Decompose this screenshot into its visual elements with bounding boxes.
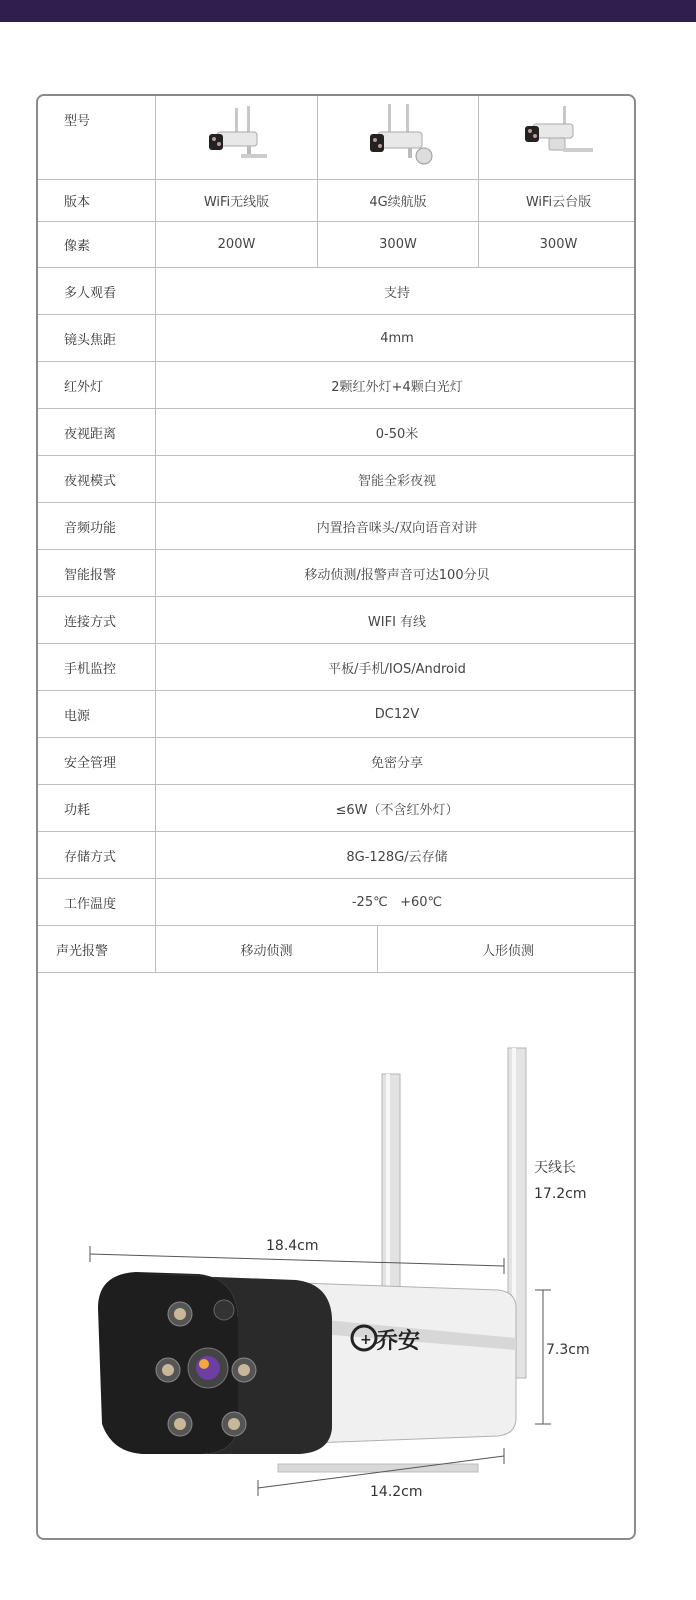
spec-row — [38, 597, 636, 644]
row-label: 工作温度 — [38, 879, 156, 925]
top-banner-bar — [0, 0, 696, 22]
spec-row — [38, 550, 636, 597]
row-label: 存储方式 — [38, 832, 156, 878]
body-length-label: 18.4cm — [266, 1238, 319, 1254]
model-row — [38, 96, 636, 180]
row-label: 版本 — [38, 180, 156, 221]
antenna-length-label: 17.2cm — [534, 1186, 587, 1202]
row-value: WIFI 有线 — [367, 614, 427, 630]
spec-row — [38, 268, 636, 315]
row-value: -25℃ +60℃ — [351, 894, 443, 910]
alarm-row — [38, 926, 636, 973]
spec-row — [38, 503, 636, 550]
spec-row — [38, 738, 636, 785]
row-value: 支持 — [383, 285, 410, 301]
alarm-value: 移动侦测 — [240, 943, 293, 959]
row-label: 型号 — [38, 96, 156, 179]
spec-row — [38, 456, 636, 503]
spec-card — [36, 94, 636, 1540]
antenna-left — [382, 1074, 400, 1290]
row-label: 连接方式 — [38, 597, 156, 643]
alarm-value: 人形侦测 — [377, 926, 636, 972]
version-row — [38, 180, 636, 222]
pixel-value: 300W — [317, 222, 478, 267]
row-value: 8G-128G/云存储 — [346, 849, 448, 865]
row-label: 红外灯 — [38, 362, 156, 408]
row-value: 4mm — [380, 330, 414, 346]
version-value: WiFi无线版 — [203, 195, 270, 210]
pixel-value: 300W — [478, 222, 636, 267]
spec-row — [38, 691, 636, 738]
camera-dimension-diagram — [38, 978, 636, 1538]
row-label: 声光报警 — [38, 926, 156, 972]
base-length-label: 14.2cm — [370, 1484, 423, 1500]
spec-row — [38, 409, 636, 456]
height-label: 7.3cm — [546, 1342, 590, 1358]
4g-camera-image — [317, 96, 478, 179]
row-label: 智能报警 — [38, 550, 156, 596]
row-value: 智能全彩夜视 — [357, 473, 436, 489]
row-value: 免密分享 — [370, 755, 423, 771]
antenna-label: 天线长 — [534, 1160, 576, 1176]
row-value: 平板/手机/IOS/Android — [328, 661, 466, 677]
spec-row — [38, 879, 636, 926]
row-label: 音频功能 — [38, 503, 156, 549]
row-label: 夜视模式 — [38, 456, 156, 502]
row-label: 像素 — [38, 222, 156, 267]
brand-name: 乔安 — [376, 1329, 421, 1354]
pixel-row — [38, 222, 636, 268]
row-label: 夜视距离 — [38, 409, 156, 455]
wifi-camera-image — [156, 96, 317, 179]
version-value: WiFi云台版 — [478, 180, 636, 221]
spec-row — [38, 832, 636, 879]
version-value: 4G续航版 — [317, 180, 478, 221]
row-label: 功耗 — [38, 785, 156, 831]
row-value: 2颗红外灯+4颗白光灯 — [331, 379, 463, 395]
row-value: 内置拾音咪头/双向语音对讲 — [316, 520, 478, 536]
svg-text:+: + — [360, 1332, 372, 1348]
pixel-value: 200W — [217, 237, 256, 252]
row-value: DC12V — [374, 706, 420, 722]
spec-row — [38, 315, 636, 362]
row-value: 0-50米 — [375, 426, 419, 442]
row-label: 镜头焦距 — [38, 315, 156, 361]
row-label: 多人观看 — [38, 268, 156, 314]
row-label: 手机监控 — [38, 644, 156, 690]
row-label: 电源 — [38, 691, 156, 737]
spec-row — [38, 785, 636, 832]
row-value: ≤6W（不含红外灯） — [335, 802, 459, 818]
spec-row — [38, 644, 636, 691]
row-label: 安全管理 — [38, 738, 156, 784]
row-value: 移动侦测/报警声音可达100分贝 — [304, 567, 490, 583]
spec-row — [38, 362, 636, 409]
wifi-ptz-camera-image — [478, 96, 636, 179]
